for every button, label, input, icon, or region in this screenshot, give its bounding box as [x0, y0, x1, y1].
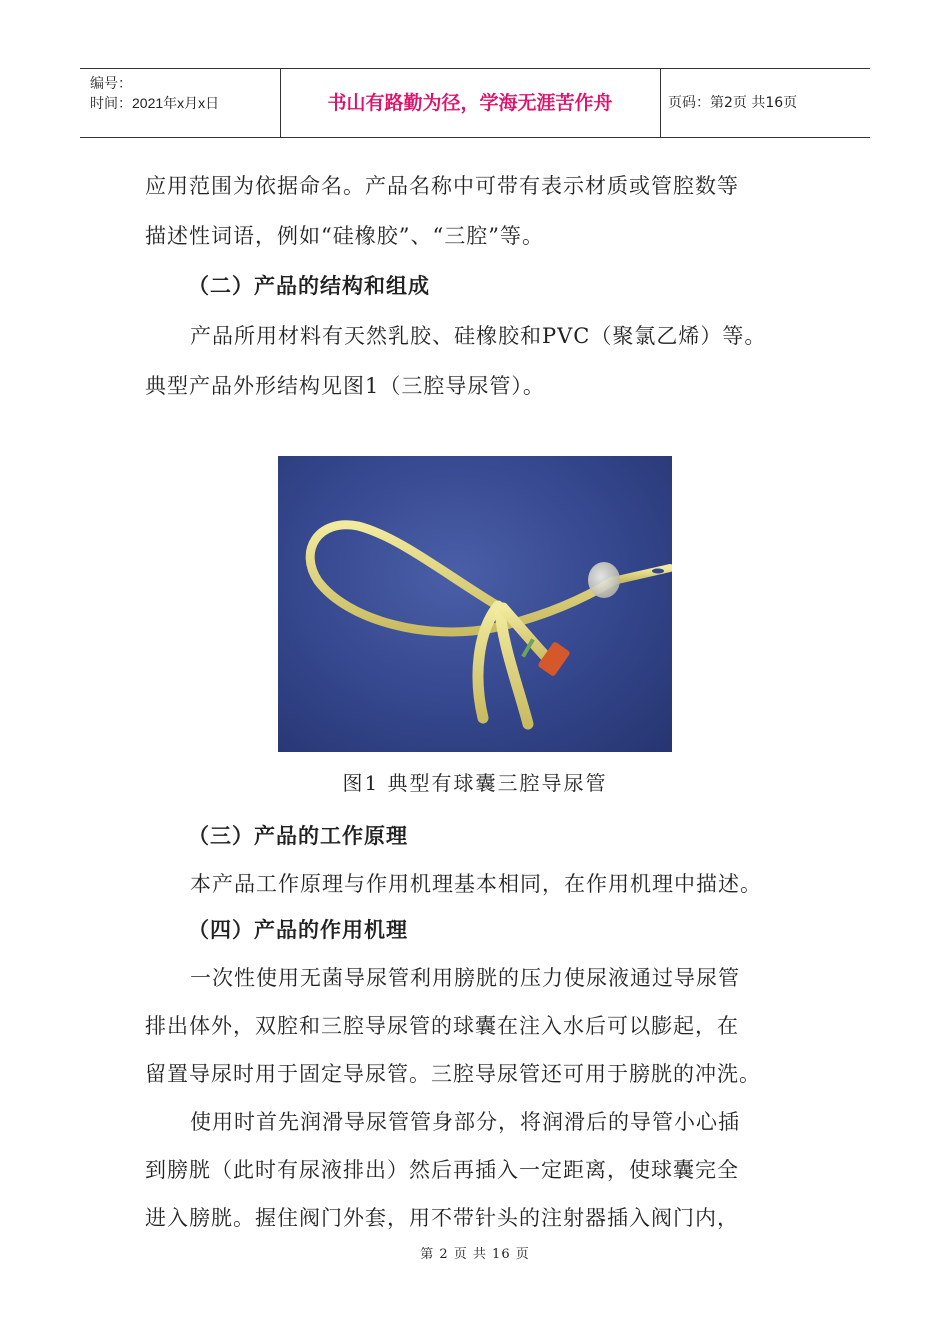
paragraph-line: 排出体外，双腔和三腔导尿管的球囊在注入水后可以膨起，在 [145, 1014, 739, 1038]
paragraph-line: 一次性使用无菌导尿管利用膀胱的压力使尿液通过导尿管 [190, 966, 740, 990]
paragraph-line: 留置导尿时用于固定导尿管。三腔导尿管还可用于膀胱的冲洗。 [145, 1062, 761, 1086]
section-heading-mechanism: （四）产品的作用机理 [188, 918, 408, 942]
catheter-illustration [278, 456, 672, 752]
header-meta-cell [80, 69, 281, 137]
paragraph-line: 产品所用材料有天然乳胶、硅橡胶和PVC（聚氯乙烯）等。 [190, 324, 767, 348]
page-footer: 第 2 页 共 16 页 [420, 1247, 530, 1262]
paragraph-line: 本产品工作原理与作用机理基本相同，在作用机理中描述。 [190, 872, 762, 896]
section-heading-working-principle: （三）产品的工作原理 [188, 824, 408, 848]
paragraph-line: 典型产品外形结构见图1（三腔导尿管）。 [145, 374, 545, 398]
paragraph-line: 使用时首先润滑导尿管管身部分，将润滑后的导管小心插 [190, 1110, 740, 1134]
doc-time-label: 时间：2021年x月x日 [90, 95, 220, 111]
doc-number-label: 编号： [90, 75, 132, 91]
figure-caption: 图1 典型有球囊三腔导尿管 [342, 771, 608, 795]
header-motto: 书山有路勤为径，学海无涯苦作舟 [280, 69, 661, 137]
section-heading-structure: （二）产品的结构和组成 [188, 274, 430, 298]
balloon [588, 562, 620, 598]
header-page-info: 页码：第2页 共16页 [668, 95, 798, 111]
paragraph-line: 应用范围为依据命名。产品名称中可带有表示材质或管腔数等 [145, 174, 739, 198]
paragraph-line: 进入膀胱。握住阀门外套，用不带针头的注射器插入阀门内， [145, 1206, 739, 1230]
header-table [80, 68, 870, 138]
catheter-tube [310, 525, 613, 632]
catheter-photo [278, 456, 672, 752]
paragraph-line: 到膀胱（此时有尿液排出）然后再插入一定距离，使球囊完全 [145, 1158, 739, 1182]
paragraph-line: 描述性词语，例如“硅橡胶”、“三腔”等。 [145, 224, 544, 248]
